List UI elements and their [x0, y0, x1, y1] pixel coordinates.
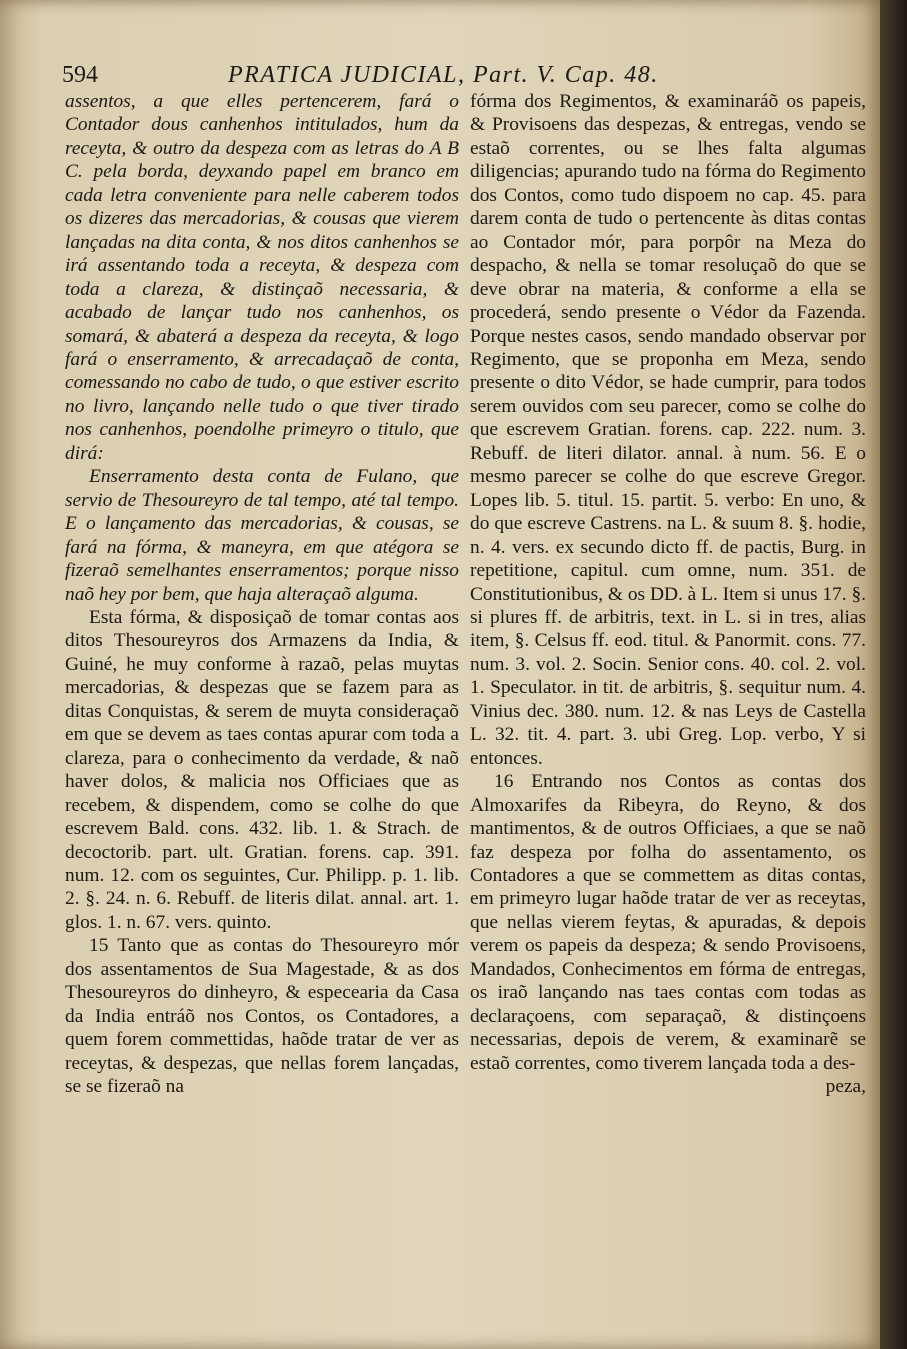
running-title: PRATICA JUDICIAL, Part. V. Cap. 48.	[228, 62, 659, 88]
left-paragraph-2: Enserramento desta conta de Fulano, que servio de Thesoureyro de tal tempo, até tal tempo. E o lançamento das mercadorias, & cousas, se fará na fórma, & maneyra, em que atégora se fizeraõ semelhantes enserramentos; porque nisso naõ hey por bem, que haja alteraçaõ alguma.	[65, 466, 459, 605]
right-paragraph-1: fórma dos Regimentos, & examinaráõ os papeis, & Provisoens das despezas, & entregas, vendo se estaõ correntes, ou se lhes falta algumas diligencias; apurando tudo na fórma do Regimento dos Contos, como tudo dispoem no cap. 45. para darem conta de tudo o pertencente às ditas contas ao Contador mór, para porpôr na Meza do despacho, & nella se tomar resoluçaõ do que se deve obrar na materia, & conforme a ella se procederá, sendo presente o Védor da Fazenda. Porque nestes casos, sendo mandado observar por Regimento, que se proponha em Meza, sendo presente o dito Védor, se hade cumprir, para todos serem ouvidos com seu parecer, como se colhe do que escrevem Gratian. forens. cap. 222. num. 3. Rebuff. de literi dilator. annal. à num. 56. E o mesmo parecer se colhe do que escreve Gregor. Lopes lib. 5. titul. 15. partit. 5. verbo: En uno, & do que escreve Castrens. na L. & suum 8. §. hodie, n. 4. vers. ex secundo dicto ff. de pactis, Burg. in repetitione, capitul. cum omne, num. 351. de Constitutionibus, & os DD. à L. Item si unus 17. §. si plures ff. de arbitris, text. in L. si in tres, alias item, §. Celsus ff. eod. titul. & Panormit. cons. 77. num. 3. vol. 2. Socin. Senior cons. 40. col. 2. vol. 1. Speculator. in tit. de arbitris, §. sequitur num. 4. Vinius dec. 380. num. 12. & nas Leys de Castella L. 32. tit. 4. part. 3. ubi Greg. Lop. verbo, Y si entonces.	[470, 91, 866, 769]
left-paragraph-4: 15 Tanto que as contas do Thesoureyro mór dos assentamentos de Sua Magestade, & as dos Thesoureyros do dinheyro, & especearia da Casa da India entráõ nos Contos, os Contadores, a quem forem commettidas, haõde tratar de ver as receytas, & despezas, que nellas forem lançadas, se se fizeraõ na	[65, 935, 459, 1098]
left-column	[65, 90, 459, 1098]
right-paragraph-2: 16 Entrando nos Contos as contas dos Almoxarifes da Ribeyra, do Reyno, & dos mantimentos, & de outros Officiaes, a que se naõ faz despeza por folha do assentamento, os Contadores a que se commettem as ditas contas, em primeyro lugar haõde tratar de ver as receytas, que nellas vierem feytas, & apuradas, & depois verem os papeis da despeza; & sendo Provisoens, Mandados, Conhecimentos em fórma de entregas, os iraõ lançando nas taes contas com todas as declaraçoens, com separaçaõ, & distinçoens necessarias, depois de verem, & examinarẽ se estaõ correntes, como tiverem lançada toda a des-	[470, 771, 866, 1074]
left-paragraph-1: assentos, a que elles pertencerem, fará o Contador dous canhenhos intitulados, hum da receyta, & outro da despeza com as letras do A B C. pela borda, deyxando papel em branco em cada letra conveniente para nelle caberem todos os dizeres das mercadorias, & cousas que vierem lançadas na dita conta, & nos ditos canhenhos se irá assentando toda a receyta, & despeza com toda a clareza, & distinçaõ necessaria, & acabado de lançar tudo nos canhenhos, os somará, & abaterá a despeza da receyta, & logo fará o enserramento, & arrecadaçaõ de conta, comessando no cabo de tudo, o que estiver escrito no livro, lançando nelle tudo o que tiver tirado nos canhenhos, poendolhe primeyro o titulo, que dirá:	[65, 91, 459, 464]
page-edge	[880, 0, 907, 1349]
catchword: peza,	[825, 1076, 866, 1098]
right-column	[470, 90, 866, 1098]
page-number: 594	[62, 62, 98, 88]
left-paragraph-3: Esta fórma, & disposiçaõ de tomar contas aos ditos Thesoureyros dos Armazens da India, & Guiné, he muy conforme à razaõ, pelas muytas mercadorias, & despezas que se fazem para as ditas Conquistas, & serem de muyta consideraçaõ em que se devem as taes contas apurar com toda a clareza, para o conhecimento da verdade, & naõ haver dolos, & malicia nos Officiaes que as recebem, & dispendem, como se colhe do que escrevem Bald. cons. 432. lib. 1. & Strach. de decoctorib. part. ult. Gratian. forens. cap. 391. num. 12. com os seguintes, Cur. Philipp. p. 1. lib. 2. §. 24. n. 6. Rebuff. de literis dilat. annal. art. 1. glos. 1. n. 67. vers. quinto.	[65, 606, 459, 933]
running-head	[62, 60, 702, 92]
